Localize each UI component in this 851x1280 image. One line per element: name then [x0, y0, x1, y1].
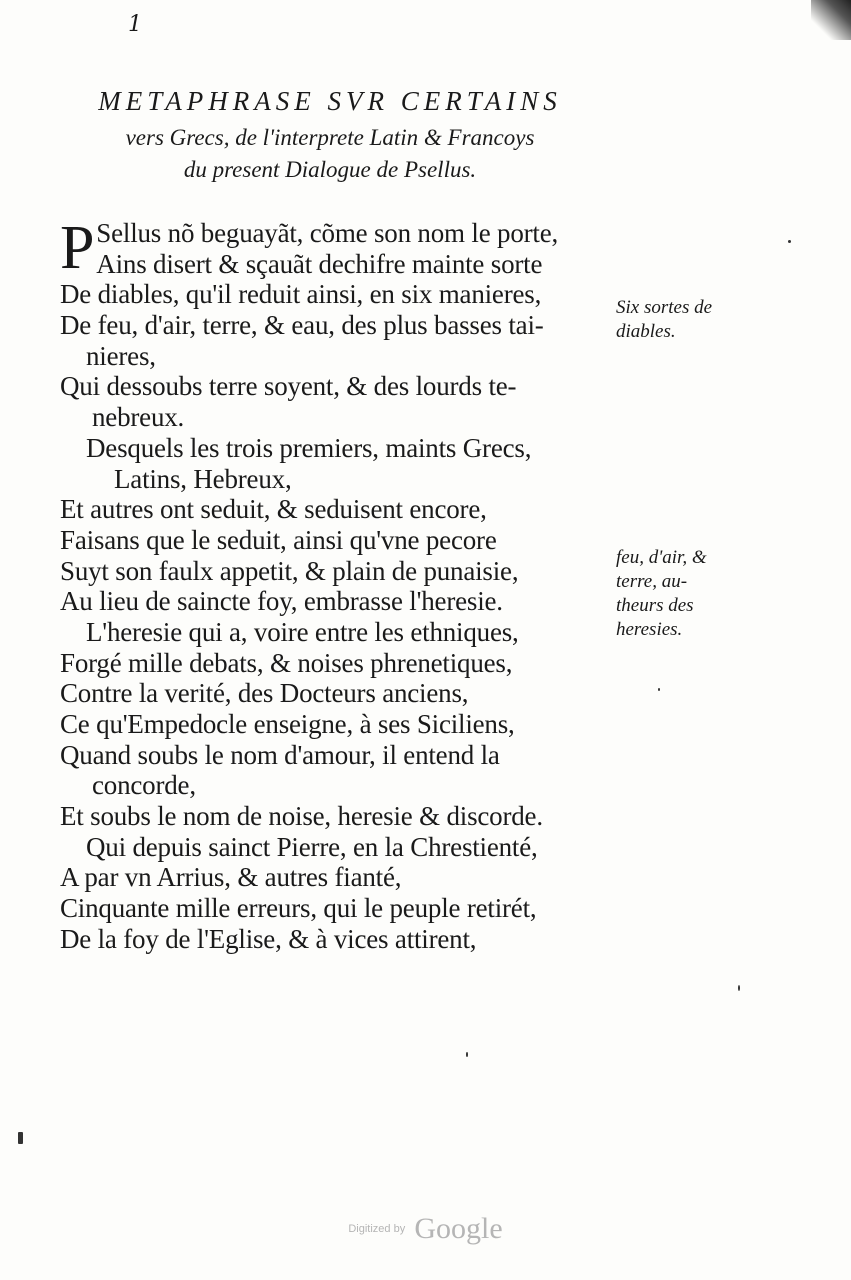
poem-line: nebreux. — [92, 402, 185, 433]
page-edge-shadow — [811, 0, 851, 40]
margin-note-line: Six sortes de — [616, 297, 713, 318]
poem-line: A par vn Arrius, & autres fianté, — [60, 862, 402, 893]
margin-note-line: heresies. — [616, 619, 683, 640]
poem-line: De feu, d'air, terre, & eau, des plus basses tai- — [60, 310, 544, 341]
drop-cap: P — [60, 214, 95, 282]
ink-speck — [658, 688, 660, 691]
margin-note-line: terre, au- — [616, 571, 688, 592]
title-line-2: vers Grecs, de l'interprete Latin & Francoys — [125, 125, 535, 150]
margin-note-heresies — [616, 546, 746, 642]
poem-line: Et soubs le nom de noise, heresie & discorde. — [60, 801, 543, 832]
poem-line: Faisans que le seduit, ainsi qu'vne pecore — [60, 524, 497, 555]
poem-line: De diables, qu'il reduit ainsi, en six manieres, — [60, 279, 542, 310]
digitized-by-label: Digitized by — [348, 1223, 406, 1235]
margin-note-line: theurs des — [616, 595, 694, 616]
ink-speck — [788, 240, 791, 243]
poem-line: Forgé mille debats, & noises phrenetiques, — [60, 647, 513, 678]
poem-line: Latins, Hebreux, — [114, 463, 292, 494]
ink-speck — [18, 1132, 23, 1144]
poem-line: Au lieu de saincte foy, embrasse l'heresie. — [60, 586, 503, 617]
poem-line: nieres, — [86, 340, 156, 371]
poem-line: De la foy de l'Eglise, & à vices attirent, — [60, 923, 477, 954]
ink-speck — [738, 985, 740, 991]
margin-note-line: diables. — [616, 321, 676, 342]
poem-line: Qui dessoubs terre soyent, & des lourds te- — [60, 371, 517, 402]
poem-body — [60, 214, 620, 955]
page-mark: 1 — [128, 12, 142, 37]
margin-note-line: feu, d'air, & — [616, 547, 707, 568]
poem-line: concorde, — [92, 770, 196, 801]
poem-line: Qui depuis sainct Pierre, en la Chrestienté, — [86, 831, 538, 862]
title-line-3: du present Dialogue de Psellus. — [183, 157, 477, 182]
poem-line: Quand soubs le nom d'amour, il entend la — [60, 739, 500, 770]
poem-line: Suyt son faulx appetit, & plain de punaisie, — [60, 555, 519, 586]
poem-line: Contre la verité, des Docteurs anciens, — [60, 678, 469, 709]
title-line-1: METAPHRASE SVR CERTAINS — [98, 86, 562, 116]
poem-line: Et autres ont seduit, & seduisent encore, — [60, 494, 487, 525]
poem-line: Desquels les trois premiers, maints Grecs, — [86, 432, 532, 463]
google-wordmark: Google — [414, 1212, 503, 1245]
digitized-footer — [0, 1212, 851, 1246]
poem-line: Sellus nõ beguayãt, cõme son nom le porte, — [96, 218, 559, 248]
poem-line: Ains disert & sçauãt dechifre mainte sorte — [96, 248, 543, 279]
margin-note-diables — [616, 296, 746, 344]
poem-line: Ce qu'Empedocle enseigne, à ses Siciliens, — [60, 709, 515, 739]
poem-line: Cinquante mille erreurs, qui le peuple retirét, — [60, 893, 537, 924]
poem-line: L'heresie qui a, voire entre les ethniques, — [86, 616, 519, 647]
ink-speck — [466, 1052, 468, 1057]
